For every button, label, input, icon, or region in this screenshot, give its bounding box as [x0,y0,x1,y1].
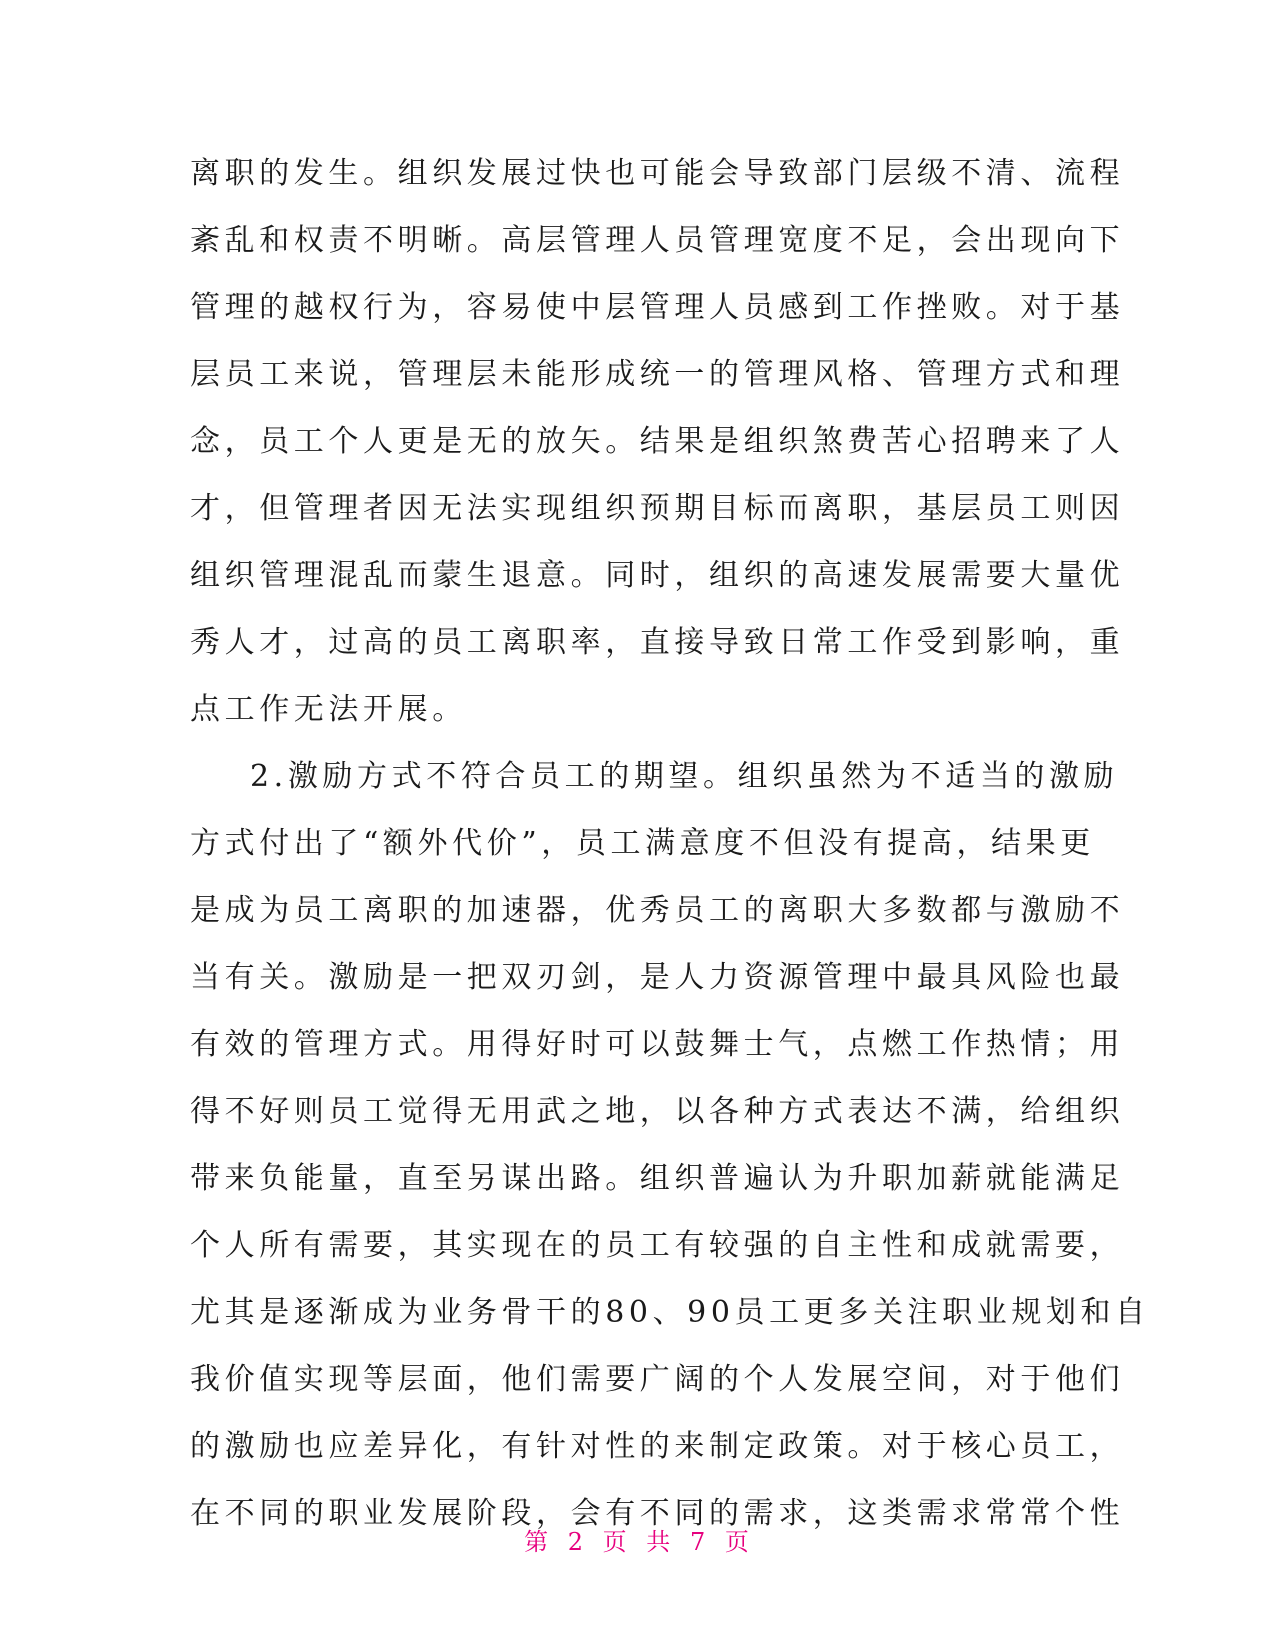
body-text [190,140,1150,1547]
text-line: 层员工来说，管理层未能形成统一的管理风格、管理方式和理 [190,357,1125,392]
text-line: 管理的越权行为，容易使中层管理人员感到工作挫败。对于基 [190,290,1125,325]
text-line: 有效的管理方式。用得好时可以鼓舞士气，点燃工作热情；用 [190,1027,1125,1062]
text-line: 我价值实现等层面，他们需要广阔的个人发展空间，对于他们 [190,1362,1125,1397]
text-line: 是成为员工离职的加速器，优秀员工的离职大多数都与激励不 [190,893,1125,928]
text-line: 得不好则员工觉得无用武之地，以各种方式表达不满，给组织 [190,1094,1125,1129]
text-line: 尤其是逐渐成为业务骨干的80、90员工更多关注职业规划和自 [190,1295,1150,1330]
page-number-footer: 第 2 页 共 7 页 [524,1528,751,1556]
text-line: 才，但管理者因无法实现组织预期目标而离职，基层员工则因 [190,491,1125,526]
text-line: 的激励也应差异化，有针对性的来制定政策。对于核心员工， [190,1429,1125,1464]
text-line: 秀人才，过高的员工离职率，直接导致日常工作受到影响，重 [190,625,1125,660]
text-line: 个人所有需要，其实现在的员工有较强的自主性和成就需要， [190,1228,1125,1263]
paragraph-start-line: 2.激励方式不符合员工的期望。组织虽然为不适当的激励 [250,759,1119,794]
text-line: 当有关。激励是一把双刃剑，是人力资源管理中最具风险也最 [190,960,1125,995]
text-line: 组织管理混乱而蒙生退意。同时，组织的高速发展需要大量优 [190,558,1125,593]
text-line: 紊乱和权责不明晰。高层管理人员管理宽度不足，会出现向下 [190,223,1125,258]
text-line: 方式付出了“额外代价”，员工满意度不但没有提高，结果更 [190,826,1095,861]
text-line: 点工作无法开展。 [190,692,467,727]
text-line: 带来负能量，直至另谋出路。组织普遍认为升职加薪就能满足 [190,1161,1125,1196]
text-line: 在不同的职业发展阶段，会有不同的需求，这类需求常常个性 [190,1496,1125,1531]
text-line: 离职的发生。组织发展过快也可能会导致部门层级不清、流程 [190,156,1125,191]
text-line: 念，员工个人更是无的放矢。结果是组织煞费苦心招聘来了人 [190,424,1125,459]
